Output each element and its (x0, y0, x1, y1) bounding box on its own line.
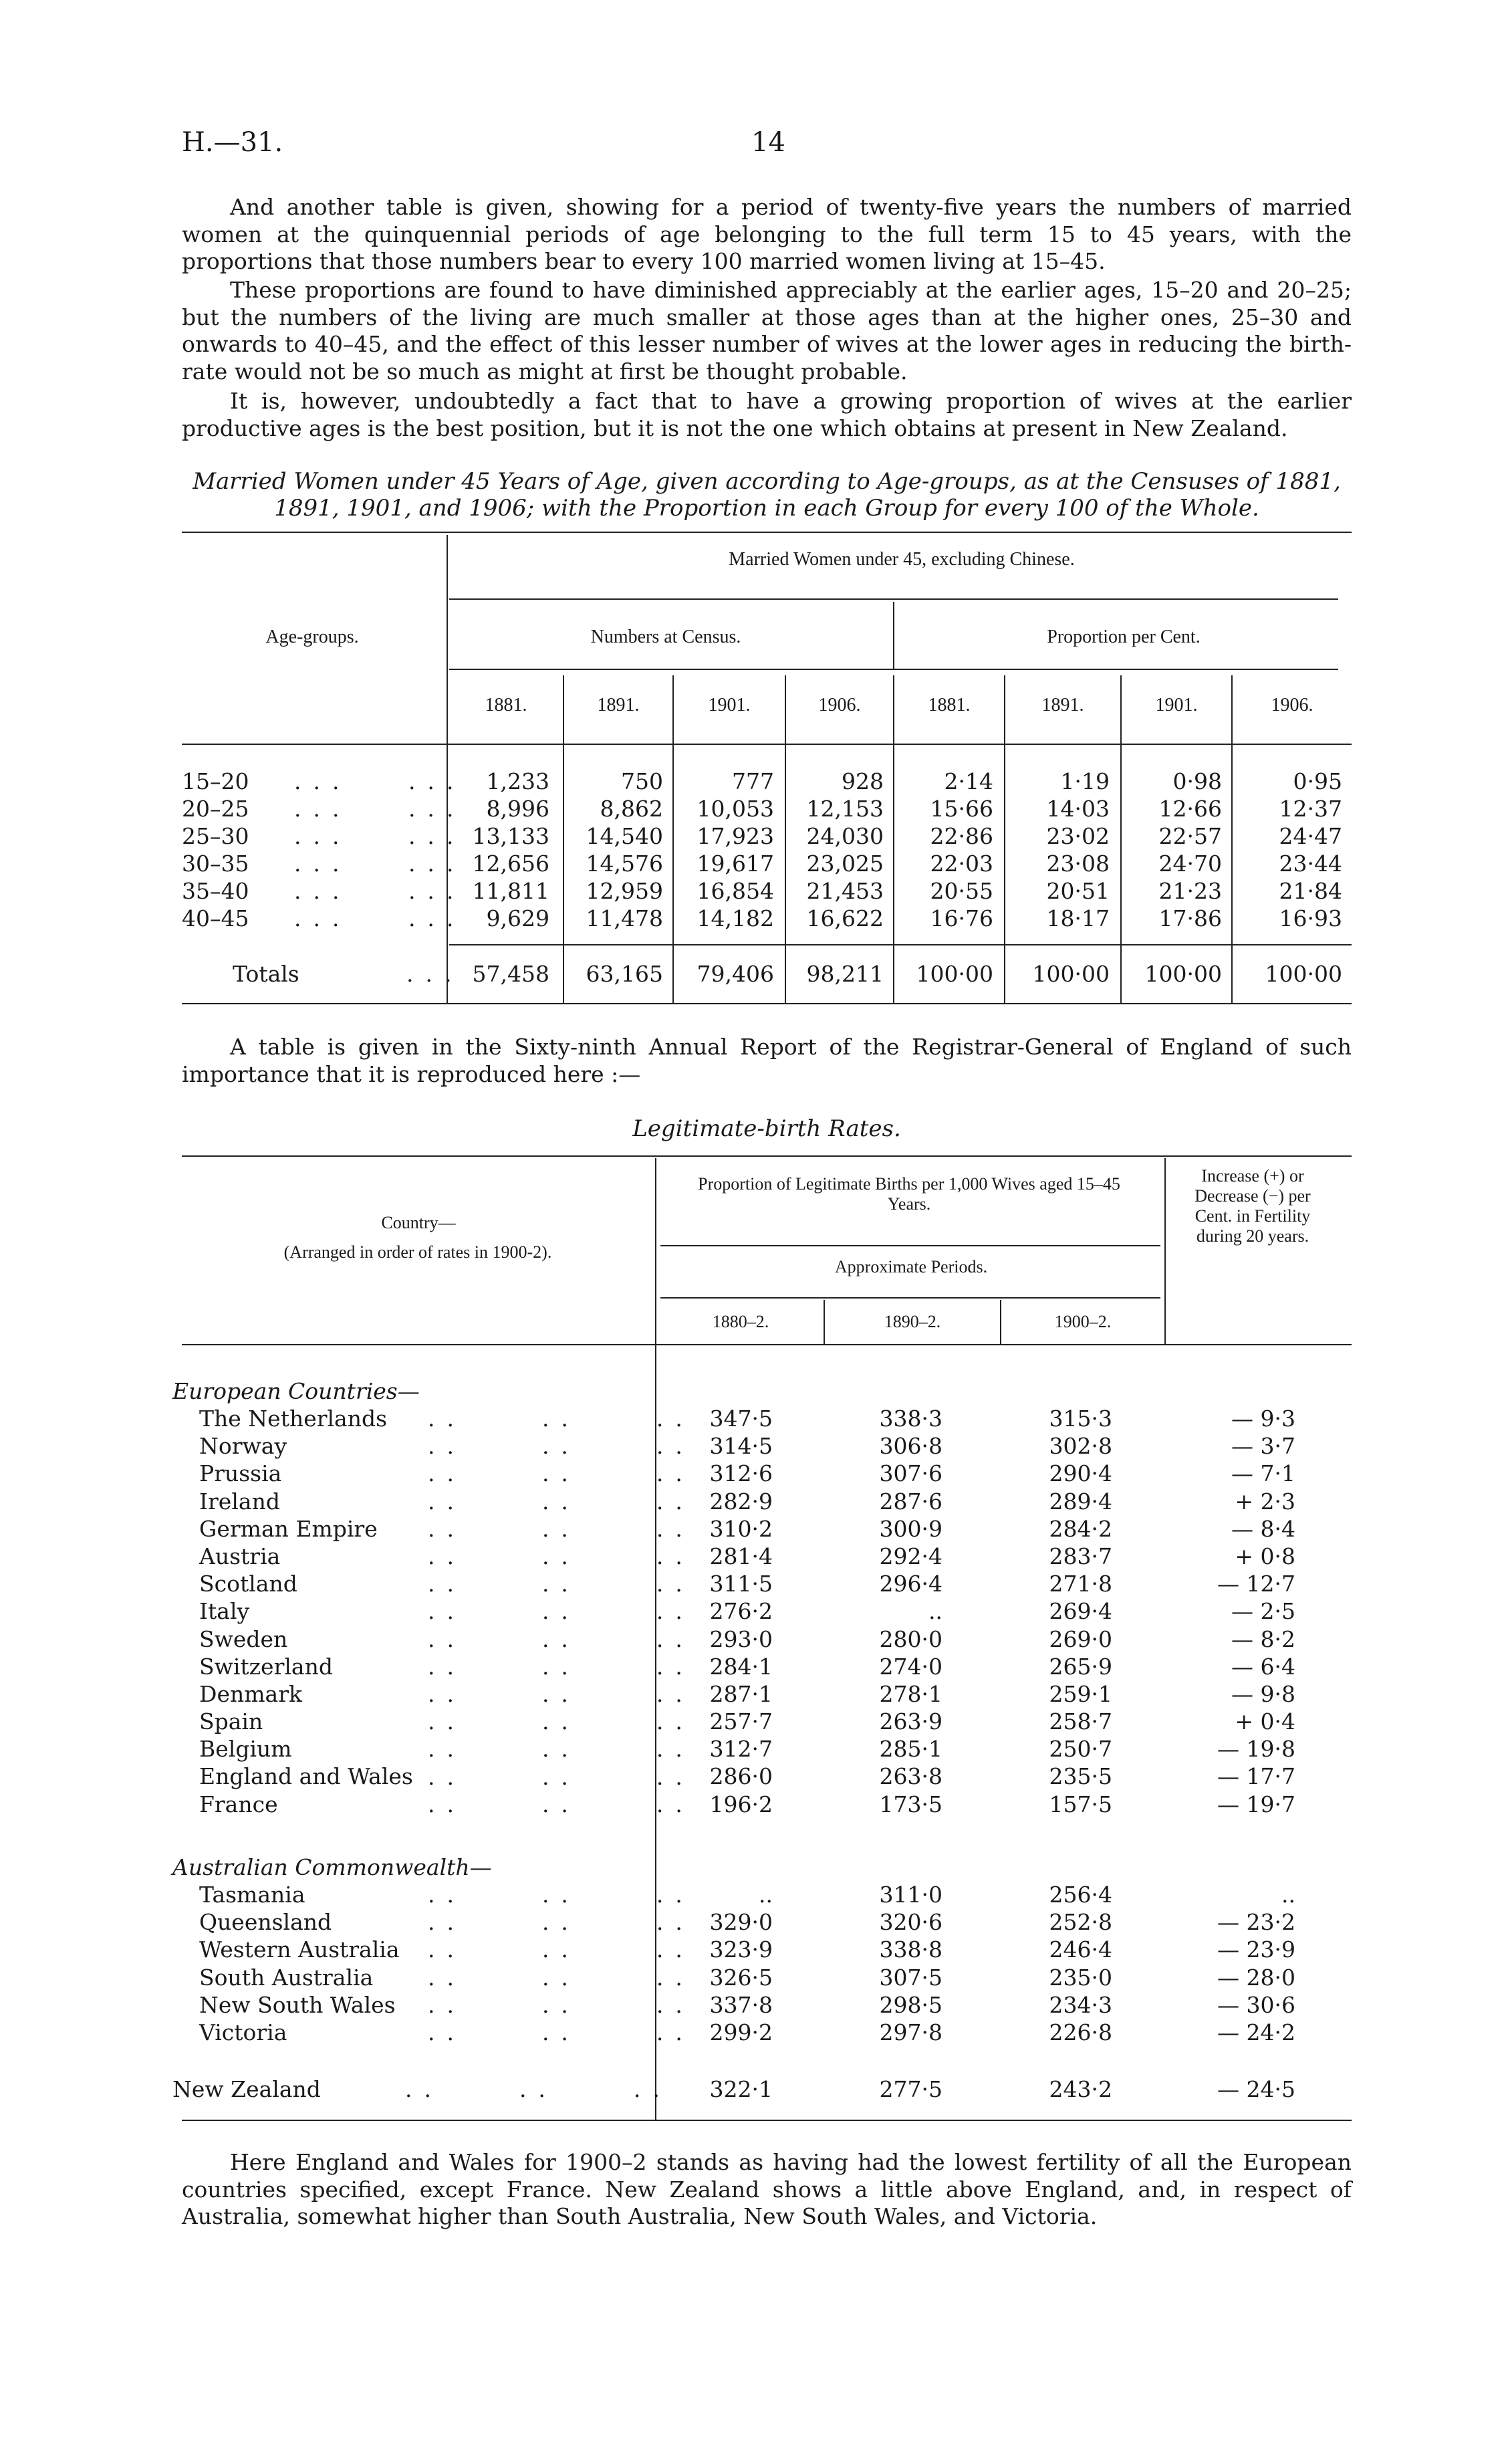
table-cell: — 2·5 (1231, 1598, 1295, 1625)
change-header: Increase (+) or Decrease (−) per Cent. in Fertility during 20 years. (1195, 1166, 1311, 1246)
table-cell: 16·76 (930, 905, 993, 931)
table-cell: 310·2 (709, 1515, 773, 1542)
table-cell: 12,153 (806, 796, 884, 822)
rate-column-1900 (1003, 1405, 1112, 1818)
country-name: Italy (199, 1598, 250, 1625)
country-name: England and Wales (199, 1763, 413, 1790)
table-cell: 265·9 (1049, 1653, 1112, 1680)
country-name: Switzerland (199, 1653, 333, 1680)
country-name: German Empire (199, 1515, 378, 1542)
intro-paragraph-1: And another table is given, showing for a period of twenty-five years the numbers of married women at the quinquennial periods of age belonging to the full term 15 to 45 years, with the proportions that those numbers bear to every 100 married women living at 15–45. (182, 194, 1352, 274)
european-heading: European Countries— (172, 1378, 420, 1404)
age-group: 20–25 (182, 796, 249, 822)
table-cell: 23·44 (1279, 851, 1342, 877)
total-cell: 100·00 (1032, 961, 1110, 987)
data-column (674, 768, 774, 932)
table-cell: 250·7 (1049, 1736, 1112, 1763)
year-header: 1901. (1155, 695, 1198, 715)
rate-column-1890 (836, 1881, 943, 2046)
table-cell: 322·1 (709, 2076, 773, 2102)
country-name: New South Wales (199, 1991, 396, 2018)
table-cell: 293·0 (709, 1626, 773, 1652)
table-cell: 274·0 (879, 1653, 943, 1680)
table-cell: 285·1 (879, 1736, 943, 1763)
table-cell: 17,923 (697, 823, 774, 849)
table-cell: 306·8 (879, 1433, 943, 1460)
table-cell: 259·1 (1049, 1680, 1112, 1707)
table-cell: 323·9 (709, 1936, 773, 1963)
table-cell: 282·9 (709, 1488, 773, 1515)
table-cell: — 24·5 (1217, 2076, 1295, 2102)
table-cell: 284·2 (1049, 1515, 1112, 1542)
table-cell: 23·02 (1046, 823, 1110, 849)
age-group-labels (182, 768, 249, 932)
table-cell: 292·4 (879, 1543, 943, 1569)
table-cell: 252·8 (1049, 1909, 1112, 1936)
data-column (894, 768, 993, 932)
table-cell: — 24·2 (1217, 2019, 1295, 2045)
table-cell: 9,629 (486, 905, 549, 931)
table-cell: 287·1 (709, 1680, 773, 1707)
table-cell: 297·8 (879, 2019, 943, 2045)
table-cell: 280·0 (879, 1626, 943, 1652)
table-cell: 277·5 (879, 2076, 943, 2102)
table-cell: 24,030 (806, 823, 884, 849)
country-name: Spain (199, 1708, 263, 1735)
table-cell: 278·1 (879, 1680, 943, 1707)
table-cell: 1·19 (1060, 768, 1110, 794)
table-cell: 271·8 (1049, 1571, 1112, 1597)
country-name: Belgium (199, 1736, 292, 1763)
country-name: Victoria (199, 2019, 287, 2045)
table-cell: 19,617 (697, 851, 774, 877)
data-column (564, 768, 663, 932)
table-cell: + 0·8 (1235, 1543, 1295, 1569)
table-cell: 8,996 (486, 796, 549, 822)
table-cell: 235·0 (1049, 1964, 1112, 1991)
table-cell: 263·9 (879, 1708, 943, 1735)
period-header: 1880–2. (712, 1312, 769, 1331)
table-cell: 11,478 (586, 905, 663, 931)
country-name: Queensland (199, 1909, 332, 1936)
country-name: Ireland (199, 1488, 280, 1515)
table-cell: 16·93 (1279, 905, 1342, 931)
change-column (1190, 1405, 1295, 1818)
table-cell: — 19·7 (1217, 1791, 1295, 1817)
data-column (1233, 768, 1342, 932)
middle-paragraph: A table is given in the Sixty-ninth Annual Report of the Registrar-General of England of such importance that it is reproduced here :— (182, 1034, 1352, 1087)
table-cell: 196·2 (709, 1791, 773, 1817)
table-cell: 14,576 (586, 851, 663, 877)
table1-caption-line2: 1891, 1901, and 1906; with the Proportion in each Group for every 100 of the Whole. (274, 495, 1259, 522)
table-cell: 14,182 (697, 905, 774, 931)
table-cell: 269·4 (1049, 1598, 1112, 1625)
change-column (1190, 1881, 1295, 2046)
table-cell: 24·70 (1158, 851, 1222, 877)
proportion-header: Proportion of Legitimate Births per 1,000 Wives aged 15–45 Years. (698, 1174, 1120, 1214)
table-cell: — 7·1 (1231, 1460, 1295, 1487)
country-name: Tasmania (199, 1882, 305, 1908)
table-cell: 276·2 (709, 1598, 773, 1625)
table-cell: — 12·7 (1217, 1571, 1295, 1597)
table-cell: 256·4 (1049, 1882, 1112, 1908)
table-cell: 315·3 (1049, 1406, 1112, 1432)
table-cell: 10,053 (697, 796, 774, 822)
year-header: 1906. (1271, 695, 1313, 715)
table-cell: — 23·9 (1217, 1936, 1295, 1963)
table-cell: — 23·2 (1217, 1909, 1295, 1936)
data-column (1122, 768, 1222, 932)
table-cell: 1,233 (486, 768, 549, 794)
table-cell: 284·1 (709, 1653, 773, 1680)
year-header: 1891. (597, 695, 640, 715)
leader-dots: ... (406, 961, 464, 987)
rate-column-1900 (1003, 1881, 1112, 2046)
periods-header: Approximate Periods. (834, 1257, 988, 1276)
table-cell: .. (759, 1882, 773, 1908)
table-cell: — 8·2 (1231, 1626, 1295, 1652)
table-cell: 287·6 (879, 1488, 943, 1515)
table-cell: 300·9 (879, 1515, 943, 1542)
table-cell: 269·0 (1049, 1626, 1112, 1652)
rate-column-1890 (836, 1405, 943, 1818)
table-cell: 314·5 (709, 1433, 773, 1460)
total-cell: 57,458 (472, 961, 549, 987)
table2-caption: Legitimate-birth Rates. (632, 1115, 901, 1142)
table-cell: 750 (621, 768, 663, 794)
table-cell: — 17·7 (1217, 1763, 1295, 1790)
table-cell: 12·66 (1158, 796, 1222, 822)
rate-column-1880 (668, 1881, 773, 2046)
table-cell: 320·6 (879, 1909, 943, 1936)
table-cell: 22·57 (1158, 823, 1222, 849)
country-subheader: (Arranged in order of rates in 1900-2). (283, 1242, 552, 1262)
table-cell: 311·0 (879, 1882, 943, 1908)
country-name: Sweden (199, 1626, 288, 1652)
table-cell: 21,453 (806, 878, 884, 904)
data-column (449, 768, 549, 932)
table-cell: 8,862 (600, 796, 663, 822)
leader-dots: .. .. .. .. .. .. .. .. .. .. .. .. .. .. .. .. .. .. .. .. .. .. .. .. .. .. .. .. .. .. .. .. .. .. .. .. .. .. .. .. .. .. .. .. .. (428, 1406, 695, 1817)
table-cell: 263·8 (879, 1763, 943, 1790)
table-cell: 0·95 (1293, 768, 1342, 794)
table-cell: — 28·0 (1217, 1964, 1295, 1991)
table-cell: 257·7 (709, 1708, 773, 1735)
table-cell: 17·86 (1158, 905, 1222, 931)
age-group: 25–30 (182, 823, 249, 849)
table-cell: — 19·8 (1217, 1736, 1295, 1763)
data-column (1005, 768, 1110, 932)
year-header: 1891. (1041, 695, 1084, 715)
leader-dots: .. .. .. .. .. .. .. .. .. .. .. .. .. .. .. .. .. .. (428, 1882, 695, 2046)
table-cell: 235·5 (1049, 1763, 1112, 1790)
table-cell: 2·14 (944, 768, 993, 794)
table-cell: 18·17 (1046, 905, 1110, 931)
table-cell: 337·8 (709, 1991, 773, 2018)
total-cell: 100·00 (1265, 961, 1342, 987)
table1-caption-line1: Married Women under 45 Years of Age, given according to Age-groups, as at the Censuses of 1881, (193, 468, 1341, 495)
table-cell: .. (1281, 1882, 1295, 1908)
country-name: France (199, 1791, 278, 1817)
table-cell: — 6·4 (1231, 1653, 1295, 1680)
table-cell: 14,540 (586, 823, 663, 849)
proportion-header: Proportion per Cent. (1047, 627, 1201, 647)
table-cell: 299·2 (709, 2019, 773, 2045)
table-cell: 307·6 (879, 1460, 943, 1487)
table-cell: 12,656 (472, 851, 549, 877)
year-header: 1881. (485, 695, 527, 715)
country-name-new-zealand: New Zealand (172, 2076, 321, 2102)
table-cell: 347·5 (709, 1406, 773, 1432)
numbers-header: Numbers at Census. (590, 627, 741, 647)
totals-label: Totals (233, 961, 299, 987)
table-cell: 312·7 (709, 1736, 773, 1763)
table-cell: — 3·7 (1231, 1433, 1295, 1460)
table-cell: 16,854 (697, 878, 774, 904)
closing-paragraph: Here England and Wales for 1900–2 stands as having had the lowest fertility of all the European countries specified, except France. New Zealand shows a little above England, and, in respect of Australia, somewhat higher than South Australia, New South Wales, and Victoria. (182, 2149, 1352, 2229)
table-cell: 298·5 (879, 1991, 943, 2018)
table-cell: — 8·4 (1231, 1515, 1295, 1542)
group-header: Married Women under 45, excluding Chinese. (729, 549, 1075, 570)
table-cell: 312·6 (709, 1460, 773, 1487)
country-names (199, 1881, 400, 2046)
country-name: Scotland (199, 1571, 297, 1597)
table-cell: 329·0 (709, 1909, 773, 1936)
country-header: Country— (381, 1213, 456, 1232)
table-cell: 0·98 (1172, 768, 1222, 794)
table-cell: — 30·6 (1217, 1991, 1295, 2018)
table-cell: 338·8 (879, 1936, 943, 1963)
table-cell: 22·86 (930, 823, 993, 849)
rate-column-1880 (668, 1405, 773, 1818)
document-reference: H.—31. (182, 127, 283, 158)
table-cell: 173·5 (879, 1791, 943, 1817)
age-group: 15–20 (182, 768, 249, 794)
table-cell: 307·5 (879, 1964, 943, 1991)
table-cell: — 9·3 (1231, 1406, 1295, 1432)
country-name: Prussia (199, 1460, 282, 1487)
country-name: Norway (199, 1433, 287, 1460)
table-cell: 23·08 (1046, 851, 1110, 877)
year-header: 1881. (928, 695, 971, 715)
table-cell: 326·5 (709, 1964, 773, 1991)
year-header: 1901. (708, 695, 751, 715)
intro-paragraph-2: These proportions are found to have diminished appreciably at the earlier ages, 15–20 and 20–25; but the numbers of the living are much smaller at those ages than at the higher ones, 25–30 and onwards to 40–45, and the effect of this lesser number of wives at the lower ages in reducing the birth-rate would not be so much as might at first be thought probable. (182, 277, 1352, 384)
table-cell: 13,133 (472, 823, 549, 849)
country-name: Denmark (199, 1680, 302, 1707)
table-cell: + 2·3 (1235, 1488, 1295, 1515)
period-header: 1900–2. (1054, 1312, 1112, 1331)
leader-dots: ... ... ... ... ... ... ... ... ... ... ... ... (294, 768, 466, 931)
australian-heading: Australian Commonwealth— (172, 1854, 492, 1880)
year-header: 1906. (818, 695, 861, 715)
table-cell: 289·4 (1049, 1488, 1112, 1515)
table-cell: 286·0 (709, 1763, 773, 1790)
table-cell: 283·7 (1049, 1543, 1112, 1569)
total-cell: 98,211 (806, 961, 884, 987)
total-cell: 100·00 (916, 961, 993, 987)
data-column (786, 768, 884, 932)
table-cell: 20·55 (930, 878, 993, 904)
age-group: 40–45 (182, 905, 249, 931)
country-name: Western Australia (199, 1936, 400, 1963)
table-cell: 12,959 (586, 878, 663, 904)
table-cell: 338·3 (879, 1406, 943, 1432)
table-cell: + 0·4 (1235, 1708, 1295, 1735)
total-cell: 63,165 (586, 961, 663, 987)
table-cell: 14·03 (1046, 796, 1110, 822)
table-cell: 777 (732, 768, 774, 794)
table-cell: 24·47 (1279, 823, 1342, 849)
table-cell: 281·4 (709, 1543, 773, 1569)
age-group: 30–35 (182, 851, 249, 877)
table-cell: 22·03 (930, 851, 993, 877)
table-cell: 290·4 (1049, 1460, 1112, 1487)
intro-paragraph-3: It is, however, undoubtedly a fact that to have a growing proportion of wives at the earlier productive ages is the best position, but it is not the one which obtains at present in New Zealand. (182, 388, 1352, 441)
table-cell: 296·4 (879, 1571, 943, 1597)
table-cell: 311·5 (709, 1571, 773, 1597)
page-number: 14 (751, 127, 785, 158)
age-groups-header: Age-groups. (265, 627, 359, 647)
total-cell: 79,406 (697, 961, 774, 987)
country-name: Austria (199, 1543, 281, 1569)
period-header: 1890–2. (884, 1312, 941, 1331)
table-cell: 234·3 (1049, 1991, 1112, 2018)
leader-dots: .. .. .. (405, 2076, 672, 2102)
country-name: The Netherlands (199, 1406, 388, 1432)
country-names (199, 1405, 413, 1818)
age-group: 35–40 (182, 878, 249, 904)
table-cell: 157·5 (1049, 1791, 1112, 1817)
total-cell: 100·00 (1144, 961, 1222, 987)
table-cell: 258·7 (1049, 1708, 1112, 1735)
table-cell: 15·66 (930, 796, 993, 822)
country-name: South Australia (199, 1964, 374, 1991)
table-cell: — 9·8 (1231, 1680, 1295, 1707)
table-cell: 246·4 (1049, 1936, 1112, 1963)
table-cell: 21·23 (1158, 878, 1222, 904)
table-cell: 23,025 (806, 851, 884, 877)
table-cell: .. (928, 1598, 943, 1625)
table-cell: 243·2 (1049, 2076, 1112, 2102)
table-cell: 302·8 (1049, 1433, 1112, 1460)
table-cell: 20·51 (1046, 878, 1110, 904)
table-cell: 21·84 (1279, 878, 1342, 904)
table-cell: 12·37 (1279, 796, 1342, 822)
table-cell: 16,622 (806, 905, 884, 931)
table-cell: 928 (842, 768, 884, 794)
table-cell: 11,811 (472, 878, 549, 904)
table-cell: 226·8 (1049, 2019, 1112, 2045)
